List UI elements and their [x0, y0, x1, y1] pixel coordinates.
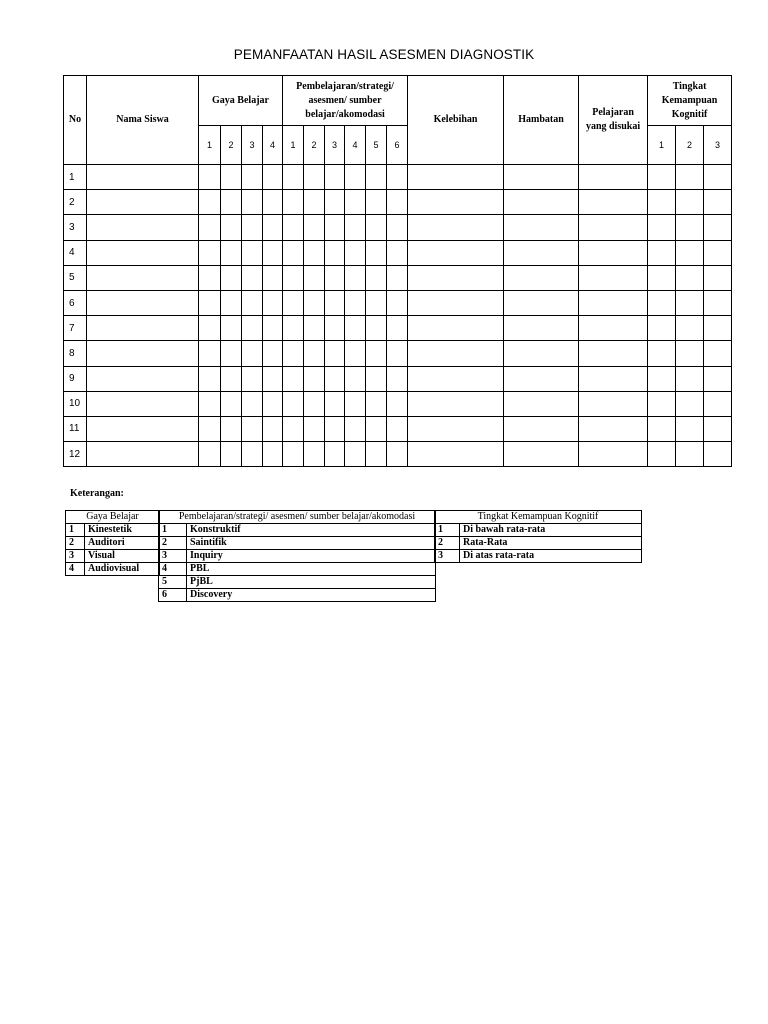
entry-cell[interactable]	[263, 341, 283, 366]
entry-cell[interactable]	[325, 290, 345, 315]
entry-cell[interactable]	[304, 190, 325, 215]
entry-cell[interactable]	[325, 391, 345, 416]
entry-cell[interactable]	[676, 391, 704, 416]
entry-cell[interactable]	[242, 391, 263, 416]
entry-cell[interactable]	[345, 190, 366, 215]
table-row	[64, 416, 732, 441]
entry-cell[interactable]	[304, 290, 325, 315]
entry-cell[interactable]	[504, 366, 579, 391]
entry-cell[interactable]	[263, 165, 283, 190]
entry-cell[interactable]	[408, 265, 504, 290]
entry-cell[interactable]	[504, 341, 579, 366]
pembelajaran-subheader-3: 3	[325, 126, 345, 165]
legend-pembelajaran-number: 6	[159, 589, 187, 602]
entry-cell[interactable]	[579, 366, 648, 391]
gaya-subheader-1: 1	[199, 126, 221, 165]
entry-cell[interactable]	[676, 341, 704, 366]
table-body	[64, 165, 732, 467]
entry-cell[interactable]	[648, 190, 676, 215]
header-pelajaran: Pelajaran yang disukai	[579, 76, 648, 165]
entry-cell[interactable]	[504, 290, 579, 315]
entry-cell[interactable]	[263, 366, 283, 391]
legend-pembelajaran-number: 3	[159, 550, 187, 563]
entry-cell[interactable]	[242, 215, 263, 240]
entry-cell[interactable]	[221, 265, 242, 290]
legend-row	[159, 550, 436, 563]
entry-cell[interactable]	[199, 316, 221, 341]
entry-cell[interactable]	[676, 190, 704, 215]
entry-cell[interactable]	[199, 215, 221, 240]
legend-row	[66, 550, 160, 563]
entry-cell[interactable]	[387, 442, 408, 467]
legend-pembelajaran-number: 2	[159, 537, 187, 550]
entry-cell[interactable]	[676, 366, 704, 391]
entry-cell[interactable]	[408, 442, 504, 467]
entry-cell[interactable]	[304, 316, 325, 341]
entry-cell[interactable]	[199, 391, 221, 416]
entry-cell[interactable]	[221, 416, 242, 441]
entry-cell[interactable]	[304, 442, 325, 467]
nama-siswa-cell[interactable]	[87, 215, 199, 240]
entry-cell[interactable]	[366, 316, 387, 341]
entry-cell[interactable]	[504, 215, 579, 240]
legend-gaya-label: Audiovisual	[85, 563, 160, 576]
legend-pembelajaran-label: Inquiry	[187, 550, 436, 563]
entry-cell[interactable]	[345, 165, 366, 190]
entry-cell[interactable]	[504, 391, 579, 416]
entry-cell[interactable]	[408, 215, 504, 240]
entry-cell[interactable]	[325, 416, 345, 441]
legend-pembelajaran-number: 1	[159, 524, 187, 537]
entry-cell[interactable]	[648, 416, 676, 441]
entry-cell[interactable]	[283, 341, 304, 366]
entry-cell[interactable]	[345, 316, 366, 341]
entry-cell[interactable]	[408, 366, 504, 391]
entry-cell[interactable]	[676, 442, 704, 467]
legend-tingkat-number: 2	[435, 537, 460, 550]
legend-pembelajaran-number: 5	[159, 576, 187, 589]
legend-tingkat-label: Rata-Rata	[460, 537, 642, 550]
table-row	[64, 240, 732, 265]
entry-cell[interactable]	[199, 341, 221, 366]
entry-cell[interactable]	[648, 442, 676, 467]
entry-cell[interactable]	[366, 240, 387, 265]
entry-cell[interactable]	[504, 165, 579, 190]
table-row	[64, 190, 732, 215]
entry-cell[interactable]	[242, 190, 263, 215]
entry-cell[interactable]	[283, 366, 304, 391]
entry-cell[interactable]	[345, 366, 366, 391]
entry-cell[interactable]	[325, 165, 345, 190]
entry-cell[interactable]	[648, 290, 676, 315]
pembelajaran-subheader-5: 5	[366, 126, 387, 165]
gaya-subheader-3: 3	[242, 126, 263, 165]
entry-cell[interactable]	[648, 215, 676, 240]
entry-cell[interactable]	[366, 265, 387, 290]
entry-cell[interactable]	[387, 341, 408, 366]
entry-cell[interactable]	[242, 290, 263, 315]
entry-cell[interactable]	[579, 165, 648, 190]
table-row	[64, 366, 732, 391]
entry-cell[interactable]	[704, 442, 732, 467]
entry-cell[interactable]	[504, 265, 579, 290]
entry-cell[interactable]	[221, 316, 242, 341]
entry-cell[interactable]	[648, 240, 676, 265]
legend-pembelajaran-label: Saintifik	[187, 537, 436, 550]
entry-cell[interactable]	[366, 290, 387, 315]
entry-cell[interactable]	[648, 316, 676, 341]
tingkat-subheader-3: 3	[704, 126, 732, 165]
gaya-subheader-2: 2	[221, 126, 242, 165]
table-row	[64, 442, 732, 467]
legend-gaya-number: 3	[66, 550, 85, 563]
entry-cell[interactable]	[387, 215, 408, 240]
header-tingkat-kemampuan: Tingkat Kemampuan Kognitif	[648, 76, 732, 126]
pembelajaran-subheader-2: 2	[304, 126, 325, 165]
entry-cell[interactable]	[304, 366, 325, 391]
legend-row	[435, 524, 642, 537]
entry-cell[interactable]	[676, 316, 704, 341]
entry-cell[interactable]	[408, 341, 504, 366]
header-hambatan: Hambatan	[504, 76, 579, 165]
entry-cell[interactable]	[263, 442, 283, 467]
entry-cell[interactable]	[304, 215, 325, 240]
entry-cell[interactable]	[387, 416, 408, 441]
entry-cell[interactable]	[704, 290, 732, 315]
row-number: 9	[64, 366, 87, 391]
entry-cell[interactable]	[676, 165, 704, 190]
entry-cell[interactable]	[199, 442, 221, 467]
entry-cell[interactable]	[283, 290, 304, 315]
legend-gaya-number: 1	[66, 524, 85, 537]
entry-cell[interactable]	[704, 215, 732, 240]
entry-cell[interactable]	[345, 416, 366, 441]
entry-cell[interactable]	[408, 190, 504, 215]
nama-siswa-cell[interactable]	[87, 316, 199, 341]
row-number: 6	[64, 290, 87, 315]
assessment-table	[63, 75, 732, 467]
entry-cell[interactable]	[283, 240, 304, 265]
entry-cell[interactable]	[579, 391, 648, 416]
entry-cell[interactable]	[325, 240, 345, 265]
entry-cell[interactable]	[242, 316, 263, 341]
entry-cell[interactable]	[199, 240, 221, 265]
legend-tingkat-label: Di bawah rata-rata	[460, 524, 642, 537]
entry-cell[interactable]	[242, 341, 263, 366]
entry-cell[interactable]	[676, 416, 704, 441]
entry-cell[interactable]	[221, 290, 242, 315]
entry-cell[interactable]	[704, 316, 732, 341]
entry-cell[interactable]	[221, 366, 242, 391]
entry-cell[interactable]	[242, 366, 263, 391]
entry-cell[interactable]	[408, 316, 504, 341]
row-number: 2	[64, 190, 87, 215]
entry-cell[interactable]	[579, 416, 648, 441]
entry-cell[interactable]	[221, 215, 242, 240]
entry-cell[interactable]	[325, 190, 345, 215]
entry-cell[interactable]	[263, 316, 283, 341]
entry-cell[interactable]	[704, 240, 732, 265]
entry-cell[interactable]	[387, 366, 408, 391]
legend-row	[66, 524, 160, 537]
legend-row	[159, 589, 436, 602]
entry-cell[interactable]	[199, 416, 221, 441]
entry-cell[interactable]	[704, 341, 732, 366]
entry-cell[interactable]	[345, 442, 366, 467]
entry-cell[interactable]	[504, 240, 579, 265]
legend-gaya-number: 4	[66, 563, 85, 576]
entry-cell[interactable]	[325, 316, 345, 341]
entry-cell[interactable]	[648, 165, 676, 190]
row-number: 4	[64, 240, 87, 265]
entry-cell[interactable]	[325, 215, 345, 240]
row-number: 8	[64, 341, 87, 366]
row-number: 10	[64, 391, 87, 416]
row-number: 11	[64, 416, 87, 441]
table-row	[64, 290, 732, 315]
entry-cell[interactable]	[283, 416, 304, 441]
entry-cell[interactable]	[283, 215, 304, 240]
entry-cell[interactable]	[408, 391, 504, 416]
legend-pembelajaran-label: PjBL	[187, 576, 436, 589]
nama-siswa-cell[interactable]	[87, 391, 199, 416]
entry-cell[interactable]	[345, 391, 366, 416]
entry-cell[interactable]	[387, 391, 408, 416]
entry-cell[interactable]	[283, 316, 304, 341]
row-number: 1	[64, 165, 87, 190]
entry-cell[interactable]	[366, 442, 387, 467]
legend-tingkat-label: Di atas rata-rata	[460, 550, 642, 563]
entry-cell[interactable]	[704, 416, 732, 441]
entry-cell[interactable]	[387, 165, 408, 190]
entry-cell[interactable]	[408, 165, 504, 190]
legend-gaya-label: Kinestetik	[85, 524, 160, 537]
entry-cell[interactable]	[304, 391, 325, 416]
entry-cell[interactable]	[387, 290, 408, 315]
entry-cell[interactable]	[579, 240, 648, 265]
nama-siswa-cell[interactable]	[87, 165, 199, 190]
legend-row	[435, 550, 642, 563]
header-gaya-belajar: Gaya Belajar	[199, 76, 283, 126]
entry-cell[interactable]	[387, 265, 408, 290]
entry-cell[interactable]	[579, 316, 648, 341]
entry-cell[interactable]	[366, 165, 387, 190]
tingkat-subheader-2: 2	[676, 126, 704, 165]
entry-cell[interactable]	[221, 240, 242, 265]
entry-cell[interactable]	[199, 366, 221, 391]
legend-row	[435, 537, 642, 550]
entry-cell[interactable]	[263, 416, 283, 441]
entry-cell[interactable]	[579, 215, 648, 240]
page-title: PEMANFAATAN HASIL ASESMEN DIAGNOSTIK	[233, 47, 535, 62]
entry-cell[interactable]	[408, 416, 504, 441]
table-row	[64, 316, 732, 341]
entry-cell[interactable]	[579, 290, 648, 315]
entry-cell[interactable]	[387, 190, 408, 215]
legend-pembelajaran-number: 4	[159, 563, 187, 576]
entry-cell[interactable]	[242, 265, 263, 290]
entry-cell[interactable]	[345, 215, 366, 240]
table-row	[64, 391, 732, 416]
legend-tingkat-header: Tingkat Kemampuan Kognitif	[435, 511, 642, 524]
entry-cell[interactable]	[242, 416, 263, 441]
entry-cell[interactable]	[387, 240, 408, 265]
entry-cell[interactable]	[579, 265, 648, 290]
gaya-subheader-4: 4	[263, 126, 283, 165]
entry-cell[interactable]	[504, 316, 579, 341]
entry-cell[interactable]	[263, 265, 283, 290]
legend-row	[159, 524, 436, 537]
legend-pembelajaran-header: Pembelajaran/strategi/ asesmen/ sumber belajar/akomodasi	[159, 511, 436, 524]
legend-gaya-belajar	[65, 510, 160, 576]
pembelajaran-subheader-6: 6	[387, 126, 408, 165]
entry-cell[interactable]	[304, 341, 325, 366]
entry-cell[interactable]	[504, 190, 579, 215]
entry-cell[interactable]	[366, 190, 387, 215]
nama-siswa-cell[interactable]	[87, 240, 199, 265]
entry-cell[interactable]	[504, 416, 579, 441]
table-row	[64, 165, 732, 190]
table-row	[64, 265, 732, 290]
legend-row	[66, 563, 160, 576]
entry-cell[interactable]	[221, 165, 242, 190]
entry-cell[interactable]	[676, 290, 704, 315]
entry-cell[interactable]	[704, 366, 732, 391]
entry-cell[interactable]	[325, 442, 345, 467]
entry-cell[interactable]	[304, 240, 325, 265]
legend-pembelajaran-label: Konstruktif	[187, 524, 436, 537]
entry-cell[interactable]	[345, 290, 366, 315]
entry-cell[interactable]	[283, 190, 304, 215]
legend-gaya-number: 2	[66, 537, 85, 550]
entry-cell[interactable]	[221, 442, 242, 467]
entry-cell[interactable]	[366, 366, 387, 391]
nama-siswa-cell[interactable]	[87, 366, 199, 391]
entry-cell[interactable]	[704, 391, 732, 416]
header-pembelajaran: Pembelajaran/strategi/ asesmen/ sumber belajar/akomodasi	[283, 76, 408, 126]
entry-cell[interactable]	[325, 366, 345, 391]
entry-cell[interactable]	[676, 265, 704, 290]
entry-cell[interactable]	[504, 442, 579, 467]
entry-cell[interactable]	[648, 341, 676, 366]
entry-cell[interactable]	[366, 391, 387, 416]
row-number: 12	[64, 442, 87, 467]
pembelajaran-subheader-1: 1	[283, 126, 304, 165]
legend-pembelajaran	[158, 510, 436, 602]
entry-cell[interactable]	[366, 416, 387, 441]
nama-siswa-cell[interactable]	[87, 265, 199, 290]
entry-cell[interactable]	[408, 290, 504, 315]
entry-cell[interactable]	[345, 265, 366, 290]
entry-cell[interactable]	[221, 190, 242, 215]
entry-cell[interactable]	[304, 165, 325, 190]
entry-cell[interactable]	[579, 442, 648, 467]
table-row	[64, 341, 732, 366]
nama-siswa-cell[interactable]	[87, 442, 199, 467]
keterangan-label: Keterangan:	[70, 488, 124, 499]
legend-tingkat-kemampuan	[434, 510, 642, 563]
entry-cell[interactable]	[345, 341, 366, 366]
entry-cell[interactable]	[263, 190, 283, 215]
entry-cell[interactable]	[676, 215, 704, 240]
entry-cell[interactable]	[199, 290, 221, 315]
legend-tingkat-number: 3	[435, 550, 460, 563]
legend-gaya-label: Visual	[85, 550, 160, 563]
entry-cell[interactable]	[263, 290, 283, 315]
legend-pembelajaran-label: PBL	[187, 563, 436, 576]
entry-cell[interactable]	[387, 316, 408, 341]
entry-cell[interactable]	[366, 341, 387, 366]
entry-cell[interactable]	[199, 265, 221, 290]
legend-row	[159, 576, 436, 589]
entry-cell[interactable]	[283, 442, 304, 467]
row-number: 5	[64, 265, 87, 290]
row-number: 3	[64, 215, 87, 240]
header-no: No	[64, 76, 87, 165]
nama-siswa-cell[interactable]	[87, 290, 199, 315]
entry-cell[interactable]	[283, 165, 304, 190]
entry-cell[interactable]	[283, 391, 304, 416]
table-row	[64, 215, 732, 240]
entry-cell[interactable]	[704, 190, 732, 215]
entry-cell[interactable]	[579, 190, 648, 215]
legend-gaya-header: Gaya Belajar	[66, 511, 160, 524]
entry-cell[interactable]	[704, 165, 732, 190]
entry-cell[interactable]	[263, 391, 283, 416]
entry-cell[interactable]	[242, 165, 263, 190]
header-kelebihan: Kelebihan	[408, 76, 504, 165]
entry-cell[interactable]	[325, 265, 345, 290]
tingkat-subheader-1: 1	[648, 126, 676, 165]
entry-cell[interactable]	[676, 240, 704, 265]
legend-row	[159, 537, 436, 550]
legend-tingkat-number: 1	[435, 524, 460, 537]
entry-cell[interactable]	[199, 165, 221, 190]
nama-siswa-cell[interactable]	[87, 416, 199, 441]
entry-cell[interactable]	[304, 416, 325, 441]
entry-cell[interactable]	[283, 265, 304, 290]
entry-cell[interactable]	[304, 265, 325, 290]
entry-cell[interactable]	[242, 240, 263, 265]
entry-cell[interactable]	[325, 341, 345, 366]
nama-siswa-cell[interactable]	[87, 341, 199, 366]
entry-cell[interactable]	[345, 240, 366, 265]
entry-cell[interactable]	[648, 265, 676, 290]
row-number: 7	[64, 316, 87, 341]
pembelajaran-subheader-4: 4	[345, 126, 366, 165]
entry-cell[interactable]	[221, 391, 242, 416]
entry-cell[interactable]	[366, 215, 387, 240]
entry-cell[interactable]	[648, 391, 676, 416]
legend-row	[66, 537, 160, 550]
legend-row	[159, 563, 436, 576]
entry-cell[interactable]	[408, 240, 504, 265]
entry-cell[interactable]	[263, 240, 283, 265]
entry-cell[interactable]	[263, 215, 283, 240]
legend-pembelajaran-label: Discovery	[187, 589, 436, 602]
entry-cell[interactable]	[221, 341, 242, 366]
header-nama-siswa: Nama Siswa	[87, 76, 199, 165]
entry-cell[interactable]	[648, 366, 676, 391]
entry-cell[interactable]	[579, 341, 648, 366]
nama-siswa-cell[interactable]	[87, 190, 199, 215]
entry-cell[interactable]	[242, 442, 263, 467]
legend-gaya-label: Auditori	[85, 537, 160, 550]
entry-cell[interactable]	[199, 190, 221, 215]
entry-cell[interactable]	[704, 265, 732, 290]
